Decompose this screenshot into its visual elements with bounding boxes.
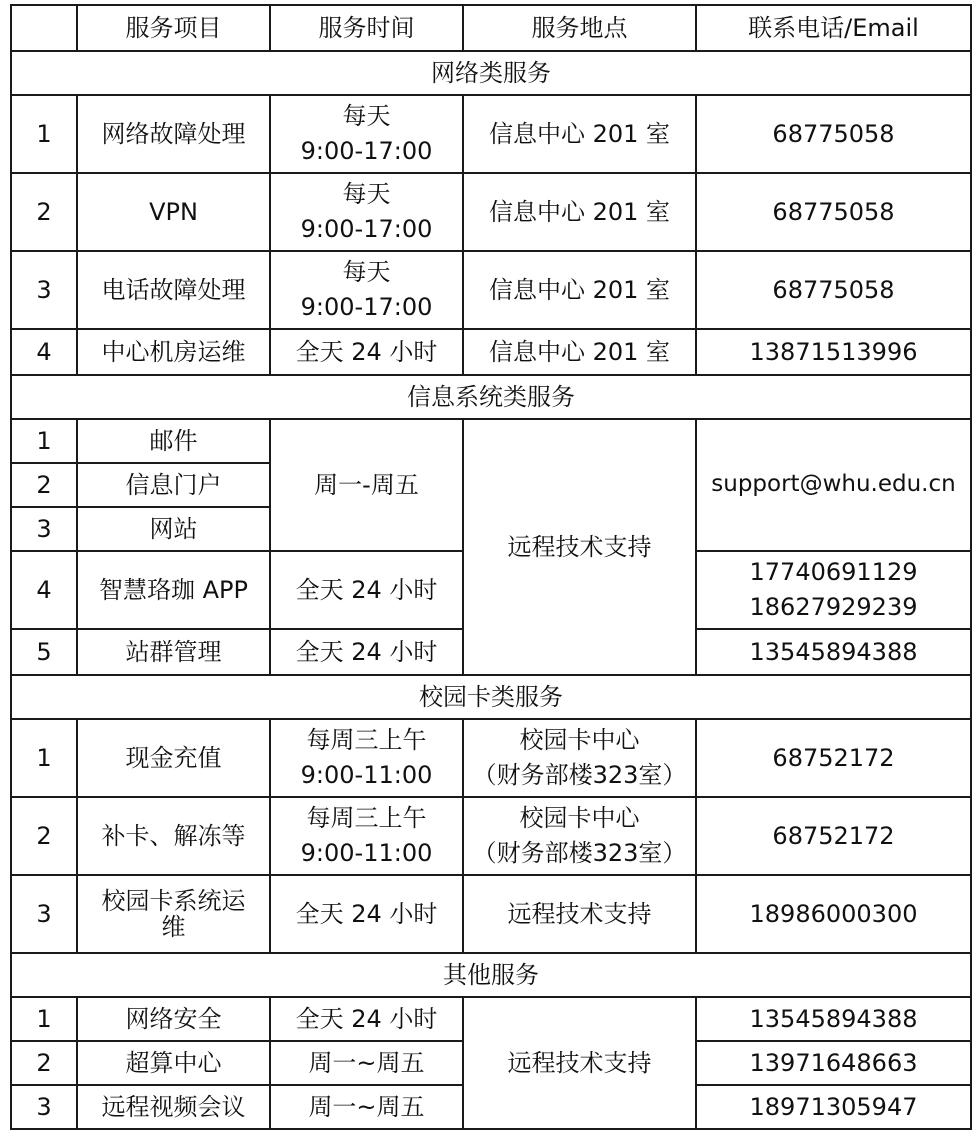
row-place-shared: 远程技术支持: [463, 419, 696, 675]
row-place-shared: 远程技术支持: [463, 997, 696, 1129]
row-place: 信息中心 201 室: [463, 251, 696, 329]
row-contact: 18986000300: [696, 875, 971, 953]
table-row: [11, 329, 971, 375]
row-time: 每天 9:00-17:00: [270, 95, 463, 173]
section-title: 信息系统类服务: [11, 375, 971, 419]
table-row: [11, 419, 971, 463]
row-contact: 13545894388: [696, 997, 971, 1041]
header-row: [11, 5, 971, 51]
row-item: 校园卡系统运 维: [77, 875, 270, 953]
row-number: 3: [11, 251, 77, 329]
row-item: 站群管理: [77, 629, 270, 675]
row-contact: 68752172: [696, 719, 971, 797]
row-place: 信息中心 201 室: [463, 173, 696, 251]
row-item: 网络故障处理: [77, 95, 270, 173]
table-row: [11, 95, 971, 173]
table-row: [11, 875, 971, 953]
row-number: 2: [11, 797, 77, 875]
row-item: 补卡、解冻等: [77, 797, 270, 875]
table-row: [11, 797, 971, 875]
section-title: 网络类服务: [11, 51, 971, 95]
row-item: 电话故障处理: [77, 251, 270, 329]
row-contact: 13871513996: [696, 329, 971, 375]
row-time: 全天 24 小时: [270, 329, 463, 375]
row-contact: 17740691129 18627929239: [696, 551, 971, 629]
row-number: 1: [11, 719, 77, 797]
row-time: 每周三上午 9:00-11:00: [270, 797, 463, 875]
row-item: 中心机房运维: [77, 329, 270, 375]
row-item: 现金充值: [77, 719, 270, 797]
section-title-row: [11, 675, 971, 719]
row-place: 校园卡中心 （财务部楼323室）: [463, 719, 696, 797]
table-row: [11, 997, 971, 1041]
table-row: [11, 719, 971, 797]
section-title: 校园卡类服务: [11, 675, 971, 719]
row-number: 4: [11, 329, 77, 375]
header-service-place: 服务地点: [463, 5, 696, 51]
row-number: 5: [11, 629, 77, 675]
row-time: 周一~周五: [270, 1041, 463, 1085]
row-number: 2: [11, 173, 77, 251]
row-place: 信息中心 201 室: [463, 95, 696, 173]
table-row: [11, 173, 971, 251]
row-time: 每周三上午 9:00-11:00: [270, 719, 463, 797]
row-number: 2: [11, 463, 77, 507]
service-table: [10, 4, 972, 1130]
row-number: 3: [11, 875, 77, 953]
row-time: 全天 24 小时: [270, 997, 463, 1041]
row-item: 远程视频会议: [77, 1085, 270, 1129]
row-time: 每天 9:00-17:00: [270, 251, 463, 329]
row-contact: 68752172: [696, 797, 971, 875]
section-title-row: [11, 953, 971, 997]
row-number: 3: [11, 1085, 77, 1129]
row-time: 全天 24 小时: [270, 551, 463, 629]
row-item: 邮件: [77, 419, 270, 463]
row-time: 每天 9:00-17:00: [270, 173, 463, 251]
row-item: 智慧珞珈 APP: [77, 551, 270, 629]
row-number: 1: [11, 95, 77, 173]
row-number: 4: [11, 551, 77, 629]
row-contact-email: support@whu.edu.cn: [696, 419, 971, 551]
row-contact: 68775058: [696, 95, 971, 173]
row-item: VPN: [77, 173, 270, 251]
row-item: 网站: [77, 507, 270, 551]
row-time-shared: 周一-周五: [270, 419, 463, 551]
row-contact: 68775058: [696, 251, 971, 329]
section-title-row: [11, 51, 971, 95]
row-time: 全天 24 小时: [270, 629, 463, 675]
header-contact: 联系电话/Email: [696, 5, 971, 51]
row-number: 3: [11, 507, 77, 551]
table-row: [11, 251, 971, 329]
header-service-item: 服务项目: [77, 5, 270, 51]
row-contact: 13545894388: [696, 629, 971, 675]
row-item: 超算中心: [77, 1041, 270, 1085]
row-contact: 68775058: [696, 173, 971, 251]
row-contact: 13971648663: [696, 1041, 971, 1085]
row-place: 校园卡中心 （财务部楼323室）: [463, 797, 696, 875]
row-number: 1: [11, 997, 77, 1041]
section-title-row: [11, 375, 971, 419]
row-contact: 18971305947: [696, 1085, 971, 1129]
row-number: 2: [11, 1041, 77, 1085]
row-time: 周一~周五: [270, 1085, 463, 1129]
header-service-time: 服务时间: [270, 5, 463, 51]
row-item: 信息门户: [77, 463, 270, 507]
section-title: 其他服务: [11, 953, 971, 997]
row-number: 1: [11, 419, 77, 463]
row-time: 全天 24 小时: [270, 875, 463, 953]
row-place: 信息中心 201 室: [463, 329, 696, 375]
row-item: 网络安全: [77, 997, 270, 1041]
row-place: 远程技术支持: [463, 875, 696, 953]
header-number: [11, 5, 77, 51]
